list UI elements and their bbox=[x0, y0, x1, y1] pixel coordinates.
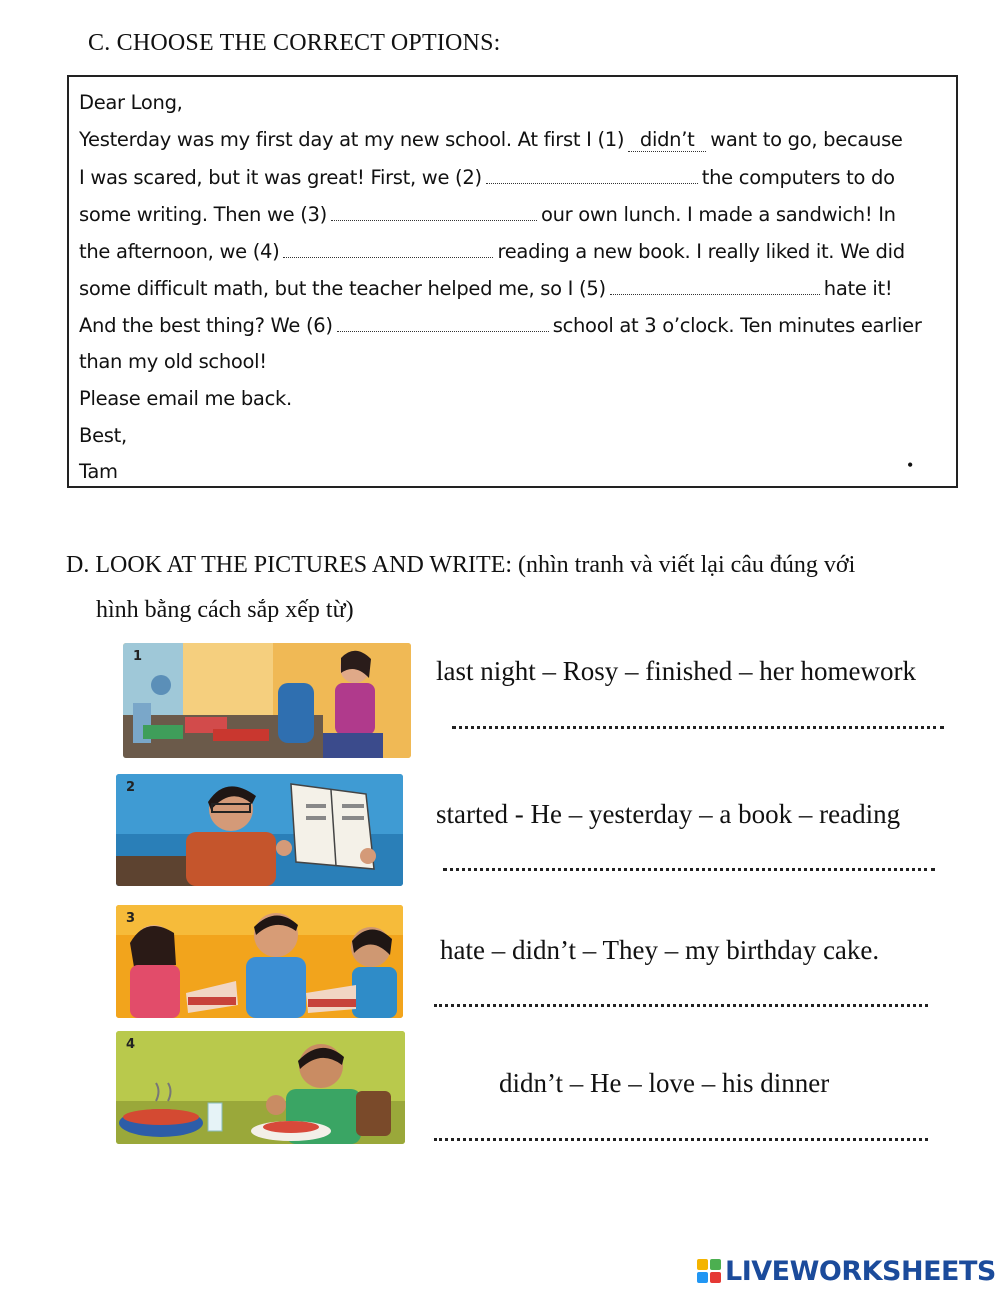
picture-number: 1 bbox=[133, 649, 143, 664]
girl-at-desk-picture bbox=[123, 643, 411, 758]
stray-dot: • bbox=[907, 455, 914, 475]
answer-input-1[interactable] bbox=[452, 722, 944, 729]
blank-5[interactable] bbox=[610, 276, 820, 295]
prompt-1: last night – Rosy – finished – her homework bbox=[436, 656, 916, 686]
letter-line-1: Yesterday was my first day at my new school. At first I (1) didn’t want to go, because bbox=[79, 128, 903, 151]
prompt-2: started - He – yesterday – a book – reading bbox=[436, 799, 901, 829]
letter-line-7: than my old school! bbox=[79, 350, 267, 373]
boy-dinner-illustration bbox=[116, 1031, 405, 1144]
kids-cake-illustration bbox=[116, 905, 403, 1018]
kids-eating-cake-picture bbox=[116, 905, 403, 1018]
letter-signature: Tam bbox=[79, 460, 118, 483]
letter-line-8: Please email me back. bbox=[79, 387, 292, 410]
letter-box bbox=[67, 75, 958, 488]
girl-at-desk-illustration bbox=[123, 643, 411, 758]
letter-line-4: the afternoon, we (4) reading a new book. I really liked it. We did bbox=[79, 240, 905, 263]
liveworksheets-logo bbox=[697, 1253, 996, 1289]
letter-greeting: Dear Long, bbox=[79, 91, 183, 114]
blank-1[interactable]: didn’t bbox=[628, 128, 706, 152]
boy-disliking-dinner-picture bbox=[116, 1031, 405, 1144]
picture-number: 4 bbox=[126, 1037, 136, 1052]
section-c-title: C. CHOOSE THE CORRECT OPTIONS: bbox=[88, 30, 501, 56]
letter-line-5: some difficult math, but the teacher helped me, so I (5) hate it! bbox=[79, 277, 893, 300]
letter-line-3: some writing. Then we (3) our own lunch. I made a sandwich! In bbox=[79, 203, 896, 226]
liveworksheets-logo-icon bbox=[697, 1259, 721, 1283]
letter-line-2: I was scared, but it was great! First, we (2) the computers to do bbox=[79, 166, 895, 189]
section-d-title: D. LOOK AT THE PICTURES AND WRITE: (nhìn tranh và viết lại câu đúng với bbox=[66, 552, 856, 578]
section-d-subtitle: hình bằng cách sắp xếp từ) bbox=[96, 597, 354, 623]
picture-number: 2 bbox=[126, 780, 136, 795]
answer-input-2[interactable] bbox=[443, 864, 935, 871]
picture-number: 3 bbox=[126, 911, 136, 926]
answer-input-4[interactable] bbox=[434, 1134, 928, 1141]
man-reading-book-picture bbox=[116, 774, 403, 886]
man-reading-illustration bbox=[116, 774, 403, 886]
answer-input-3[interactable] bbox=[434, 1000, 928, 1007]
blank-2[interactable] bbox=[486, 165, 698, 184]
prompt-3: hate – didn’t – They – my birthday cake. bbox=[440, 935, 880, 965]
blank-4[interactable] bbox=[283, 239, 493, 258]
letter-line-6: And the best thing? We (6) school at 3 o’clock. Ten minutes earlier bbox=[79, 314, 922, 337]
prompt-4: didn’t – He – love – his dinner bbox=[499, 1068, 830, 1098]
blank-3[interactable] bbox=[331, 202, 537, 221]
liveworksheets-logo-text: LIVEWORKSHEETS bbox=[725, 1255, 996, 1287]
letter-closing: Best, bbox=[79, 424, 127, 447]
blank-6[interactable] bbox=[337, 313, 549, 332]
